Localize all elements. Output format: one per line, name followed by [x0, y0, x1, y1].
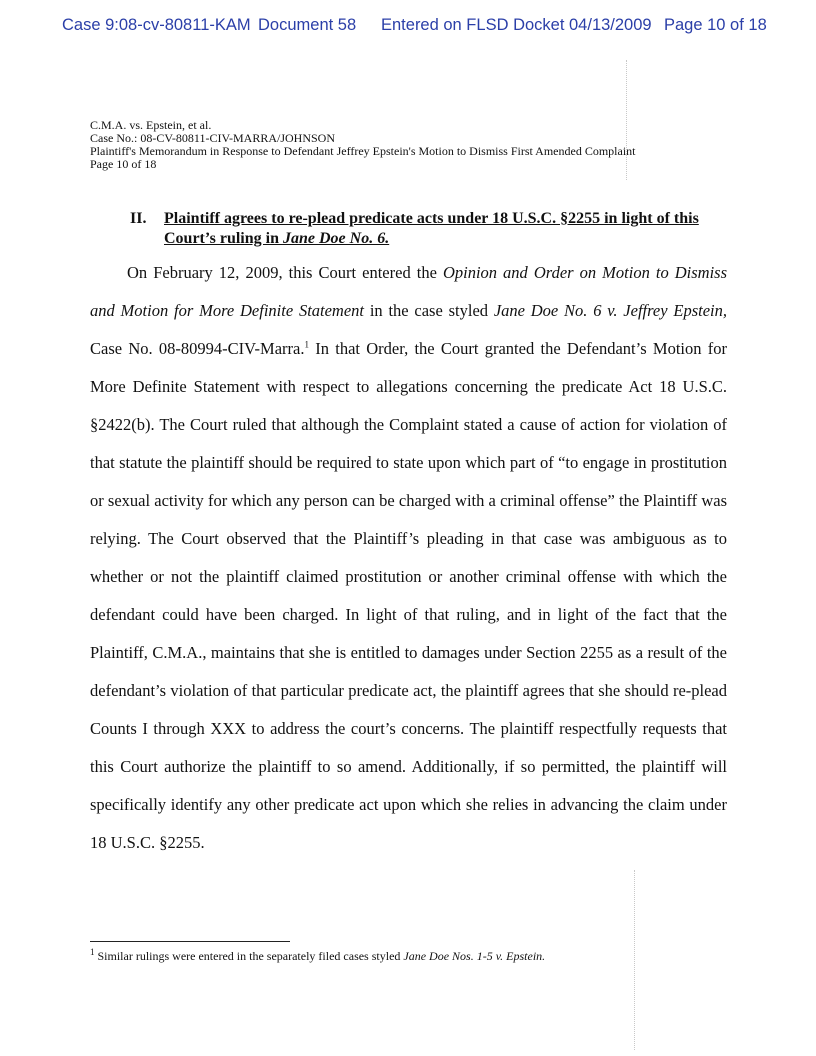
- body-italic-case: Jane Doe No. 6 v. Jeffrey Epstein,: [493, 301, 727, 320]
- caption-document-title: Plaintiff's Memorandum in Response to Defendant Jeffrey Epstein's Motion to Dismiss First Amended Complaint: [90, 144, 636, 158]
- body-line-5: §2422(b). The Court ruled that although the Complaint stated a cause of action for violation of: [90, 415, 727, 434]
- body-line-15: specifically identify any other predicate act upon which she relies in advancing the claim under: [90, 795, 727, 814]
- body-line-2: [90, 301, 727, 321]
- footnote-divider: [90, 941, 290, 942]
- section-title-line1: Plaintiff agrees to re-plead predicate acts under 18 U.S.C. §2255 in light of this: [164, 210, 699, 227]
- caption-parties: C.M.A. vs. Epstein, et al.: [90, 118, 212, 132]
- body-line-1: [127, 263, 727, 283]
- body-line-12: defendant’s violation of that particular predicate act, the plaintiff agrees that she should re-plead: [90, 681, 727, 700]
- body-italic-title: Opinion and Order on Motion to Dismiss: [442, 263, 727, 282]
- section-title-line2-text: Court’s ruling in: [164, 230, 283, 247]
- section-number: II.: [130, 210, 147, 227]
- docket-document-number: Document 58: [258, 16, 357, 34]
- docket-page-count: Page 10 of 18: [664, 16, 767, 34]
- footnote-case-name: Jane Doe Nos. 1-5 v. Epstein.: [403, 949, 546, 963]
- body-line-6: that statute the plaintiff should be required to state upon which part of “to engage in prostitution: [90, 453, 727, 472]
- docket-entered-date: Entered on FLSD Docket 04/13/2009: [381, 16, 652, 34]
- caption-case-number: Case No.: 08-CV-80811-CIV-MARRA/JOHNSON: [90, 131, 336, 145]
- body-line-4: More Definite Statement with respect to allegations concerning the predicate Act 18 U.S.C.: [90, 377, 727, 396]
- scan-artifact: [626, 60, 627, 180]
- footnote-text: Similar rulings were entered in the separately filed cases styled: [94, 949, 404, 963]
- body-line-10: defendant could have been charged. In light of that ruling, and in light of the fact that the: [90, 605, 727, 624]
- caption-page: Page 10 of 18: [90, 157, 157, 171]
- body-italic-title: and Motion for More Definite Statement: [90, 301, 365, 320]
- body-text: in the case styled: [364, 301, 494, 320]
- footnote-marker: 1: [90, 947, 95, 957]
- docket-case-number: Case 9:08-cv-80811-KAM: [62, 16, 251, 34]
- body-line-14: this Court authorize the plaintiff to so amend. Additionally, if so permitted, the plaintiff will: [90, 757, 727, 776]
- body-line-11: Plaintiff, C.M.A., maintains that she is entitled to damages under Section 2255 as a result of the: [90, 643, 727, 662]
- scan-artifact: [634, 870, 635, 1050]
- body-text: Case No. 08-80994-CIV-Marra.: [90, 339, 305, 358]
- body-line-7: or sexual activity for which any person can be charged with a criminal offense” the Plaintiff was: [90, 491, 727, 510]
- body-text: In that Order, the Court granted the Defendant’s Motion for: [308, 339, 727, 358]
- body-text: On February 12, 2009, this Court entered the: [127, 263, 443, 282]
- section-title-case-name: Jane Doe No. 6.: [282, 230, 390, 247]
- body-line-3: [90, 339, 727, 359]
- body-line-16: 18 U.S.C. §2255.: [90, 833, 205, 852]
- docket-header: [0, 16, 816, 42]
- footnote: [90, 949, 545, 964]
- body-line-13: Counts I through XXX to address the court’s concerns. The plaintiff respectfully requests that: [90, 719, 727, 738]
- section-title-line2: [164, 230, 389, 248]
- body-line-8: relying. The Court observed that the Plaintiff’s pleading in that case was ambiguous as to: [90, 529, 727, 548]
- footnote-reference: 1: [304, 339, 309, 350]
- body-line-9: whether or not the plaintiff claimed prostitution or another criminal offense with which the: [90, 567, 727, 586]
